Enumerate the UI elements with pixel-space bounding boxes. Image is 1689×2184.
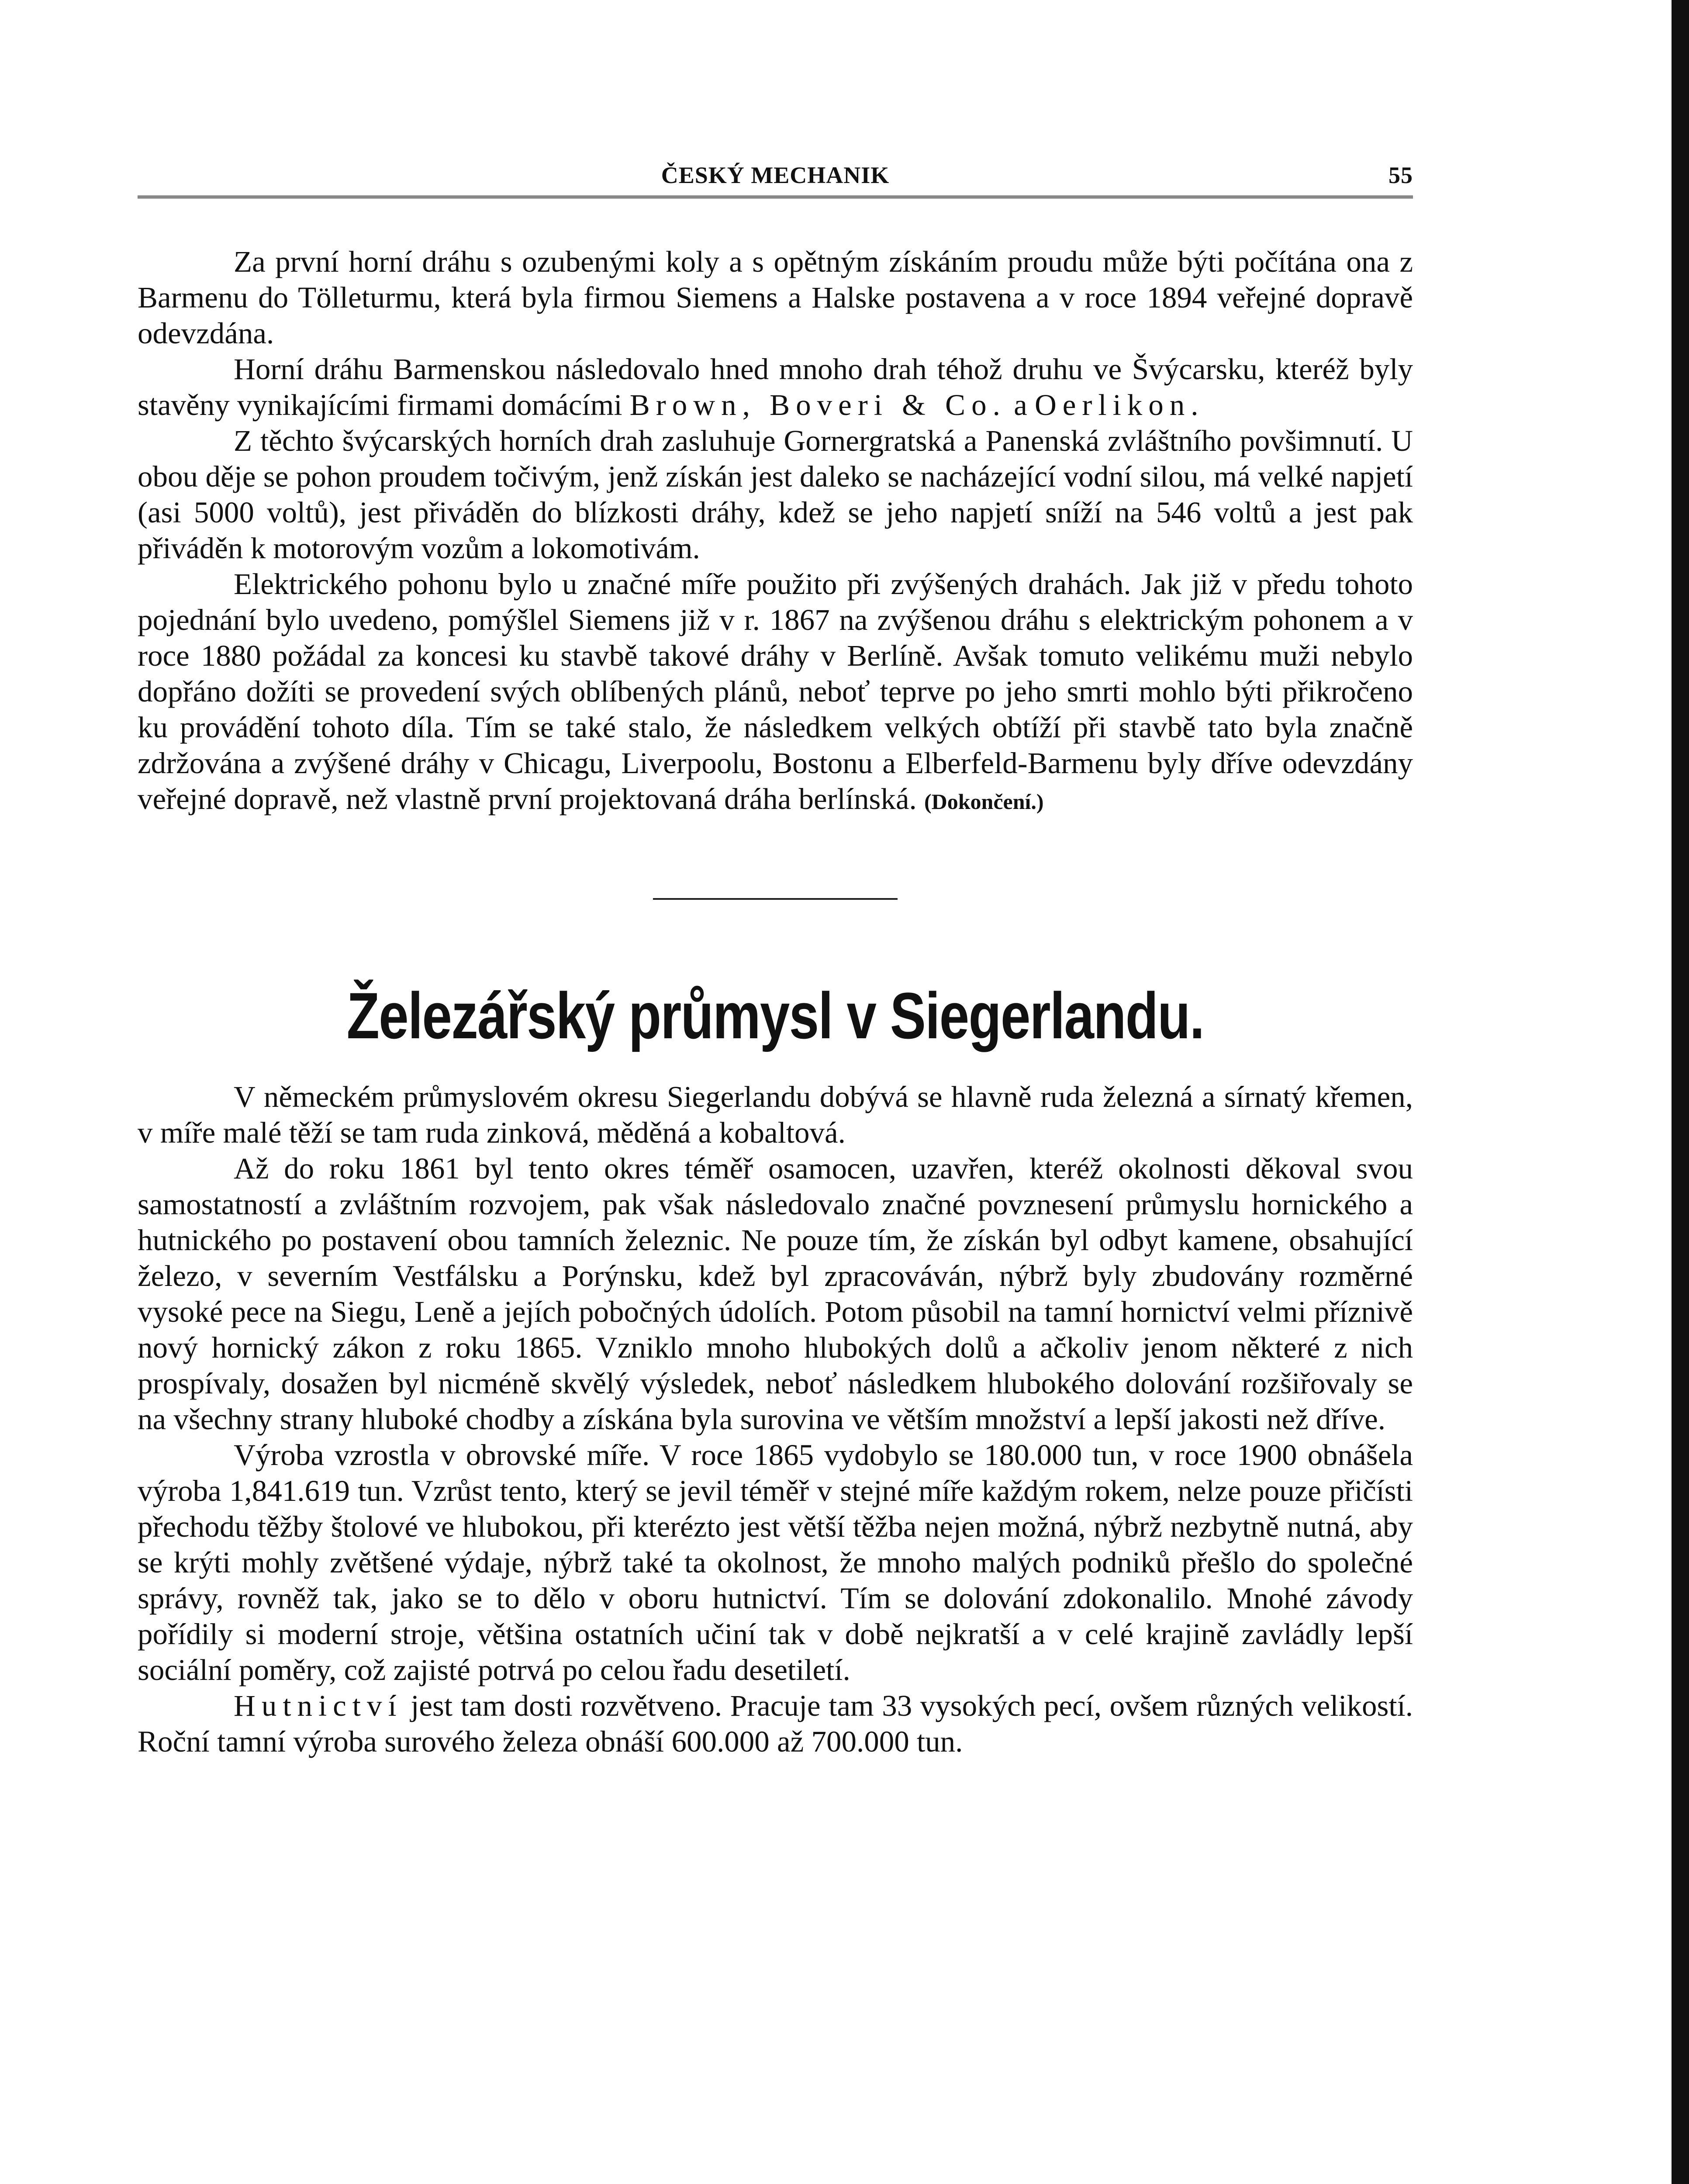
journal-title: ČESKÝ MECHANIK bbox=[661, 162, 890, 188]
scan-edge bbox=[1672, 0, 1689, 2184]
paragraph-text: Horní dráhu Barmenskou následovalo hned mnoho drah téhož druhu ve Švýcarsku, kteréž byly stavěny vynikajícími firmami domácími bbox=[138, 352, 1413, 422]
article-heading: Železářský průmysl v Siegerlandu. bbox=[346, 979, 1204, 1052]
page-number: 55 bbox=[1389, 162, 1413, 188]
header-rule bbox=[138, 196, 1413, 200]
paragraph-text: jest tam dosti rozvětveno. Pracuje tam 33 vysokých pecí, ovšem různých velikostí. Roční tamní výroba surového železa obnáší 600.000 až 700.000 tun. bbox=[138, 1689, 1413, 1758]
paragraph bbox=[138, 351, 1413, 423]
running-header bbox=[138, 157, 1413, 192]
document-body bbox=[138, 157, 1413, 1759]
paragraph: V německém průmyslovém okresu Siegerlandu dobývá se hlavně ruda železná a sírnatý křemen, v míře malé těží se tam ruda zinková, měděná a kobaltová. bbox=[138, 1080, 1413, 1149]
paragraph: Až do roku 1861 byl tento okres téměř osamocen, uzavřen, kteréž okolnosti děkoval svou samostatností a zvláštním rozvojem, pak však následovalo značné povznesení průmyslu hornického a hutnického po postavení obou tamních železnic. Ne pouze tím, že získán byl odbyt kamene, obsahující železo, v severním Vestfálsku a Porýnsku, kdež byl zpracováván, nýbrž byly zbudovány rozměrné vysoké pece na Siegu, Leně a jejích pobočných údolích. Potom působil na tamní hornictví velmi příznivě nový hornický zákon z roku 1865. Vzniklo mnoho hlubokých dolů a ačkoliv jenom některé z nich prospívaly, dosažen byl nicméně skvělý výsledek, neboť následkem hlubokého dolování rozšiřovaly se na všechny strany hluboké chodby a získána byla surovina ve větším množství a lepší jakosti než dříve. bbox=[138, 1152, 1413, 1436]
firm-name: Brown, Boveri & Co. bbox=[629, 388, 1006, 422]
paragraph: Z těchto švýcarských horních drah zasluhuje Gornergratská a Panenská zvláštního povšimnutí. U obou děje se pohon proudem točivým, jenž získán jest daleko se nacházející vodní silou, má velké napjetí (asi 5000 voltů), jest přiváděn do blízkosti dráhy, kdež se jeho napjetí sníží na 546 voltů a jest pak přiváděn k motorovým vozům a lokomotivám. bbox=[138, 424, 1413, 565]
paragraph-text: . bbox=[1191, 388, 1199, 422]
section-separator bbox=[653, 898, 898, 900]
paragraph-text: a bbox=[1006, 388, 1035, 422]
paragraph: Za první horní dráhu s ozubenými koly a s opětným získáním proudu může býti počítána ona z Barmenu do Tölleturmu, která byla firmou Siemens a Halske postavena a v roce 1894 veřejné dopravě odevzdána. bbox=[138, 245, 1413, 350]
paragraph: Výroba vzrostla v obrovské míře. V roce 1865 vydobylo se 180.000 tun, v roce 1900 obnášela výroba 1,841.619 tun. Vzrůst tento, který se jevil téměř v stejné míře každým rokem, nelze pouze přičísti přechodu těžby štolové ve hlubokou, při kterézto jest větší těžba nejen možná, nýbrž nezbytně nutná, aby se krýti mohly zvětšené výdaje, nýbrž také ta okolnost, že mnoho malých podniků přešlo do společné správy, rovněž tak, jako se to dělo v oboru hutnictví. Tím se dolování zdokonalilo. Mnohé závody pořídily si moderní stroje, většina ostatních učiní tak v době nejkratší a v celé krajině zavládly lepší sociální poměry, což zajisté potrvá po celou řadu desetiletí. bbox=[138, 1438, 1413, 1686]
paragraph bbox=[138, 1688, 1413, 1759]
continued-note: (Dokončení.) bbox=[924, 789, 1044, 814]
paragraph-text: Elektrického pohonu bylo u značné míře použito při zvýšených drahách. Jak již v předu tohoto pojednání bylo uvedeno, pomýšlel Siemens již v r. 1867 na zvýšenou dráhu s elektrickým pohonem a v roce 1880 požádal za koncesi ku stavbě takové dráhy v Berlíně. Avšak tomuto velikému muži nebylo dopřáno dožíti se provedení svých oblíbených plánů, neboť teprve po jeho smrti mohlo býti přikročeno ku provádění tohoto díla. Tím se také stalo, že následkem velkých obtíží při stavbě tato byla značně zdržována a zvýšené dráhy v Chicagu, Liverpoolu, Bostonu a Elberfeld-Barmenu byly dříve odevzdány veřejné dopravě, než vlastně první projektovaná dráha berlínská. bbox=[138, 567, 1413, 816]
emphasized-term: Hutnictví bbox=[234, 1689, 403, 1722]
paragraph bbox=[138, 566, 1413, 819]
firm-name: Oerlikon bbox=[1034, 388, 1191, 422]
